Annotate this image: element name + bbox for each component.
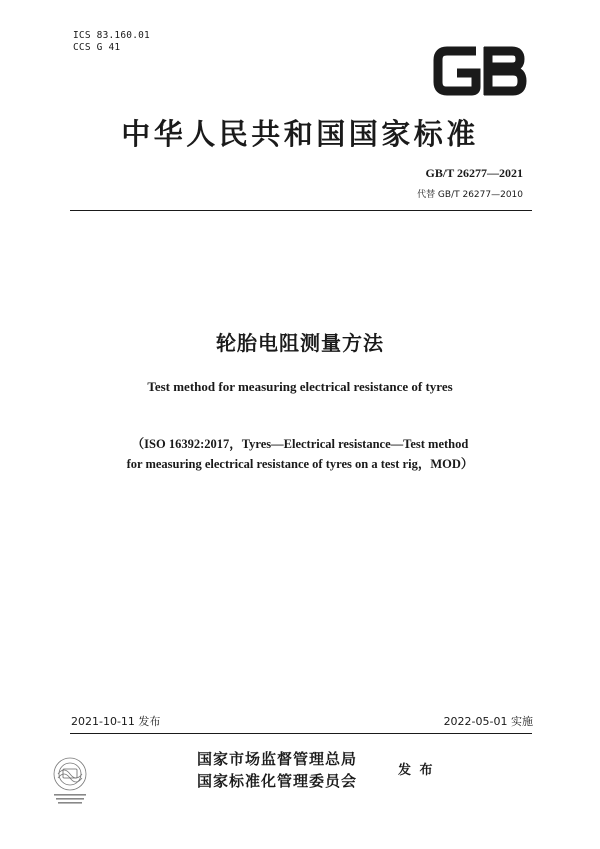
ics-code: ICS 83.160.01 [73,30,150,41]
publisher-1: 国家市场监督管理总局 [197,750,358,768]
anti-counterfeit-stamp-icon [38,750,102,808]
publisher-2: 国家标准化管理委员会 [197,772,358,790]
standard-title: 中华人民共和国国家标准 [121,119,479,151]
publish-label: 发 布 [398,763,435,778]
implementation-date: 2022-05-01 实施 [443,715,533,728]
replaces-code: 代替 GB/T 26277—2010 [417,190,523,200]
issue-date: 2021-10-11 发布 [71,715,161,728]
document-title-zh: 轮胎电阻测量方法 [216,331,384,355]
iso-reference-line-1: （ISO 16392:2017，Tyres—Electrical resistance—Test method [131,437,469,451]
gb-logo-icon [433,42,527,100]
standard-code: GB/T 26277—2021 [425,166,523,180]
iso-reference-line-2: for measuring electrical resistance of tyres on a test rig，MOD） [126,457,474,471]
top-divider [70,210,532,211]
bottom-divider [70,733,532,734]
ccs-code: CCS G 41 [73,42,121,53]
document-title-en: Test method for measuring electrical resistance of tyres [147,379,453,394]
